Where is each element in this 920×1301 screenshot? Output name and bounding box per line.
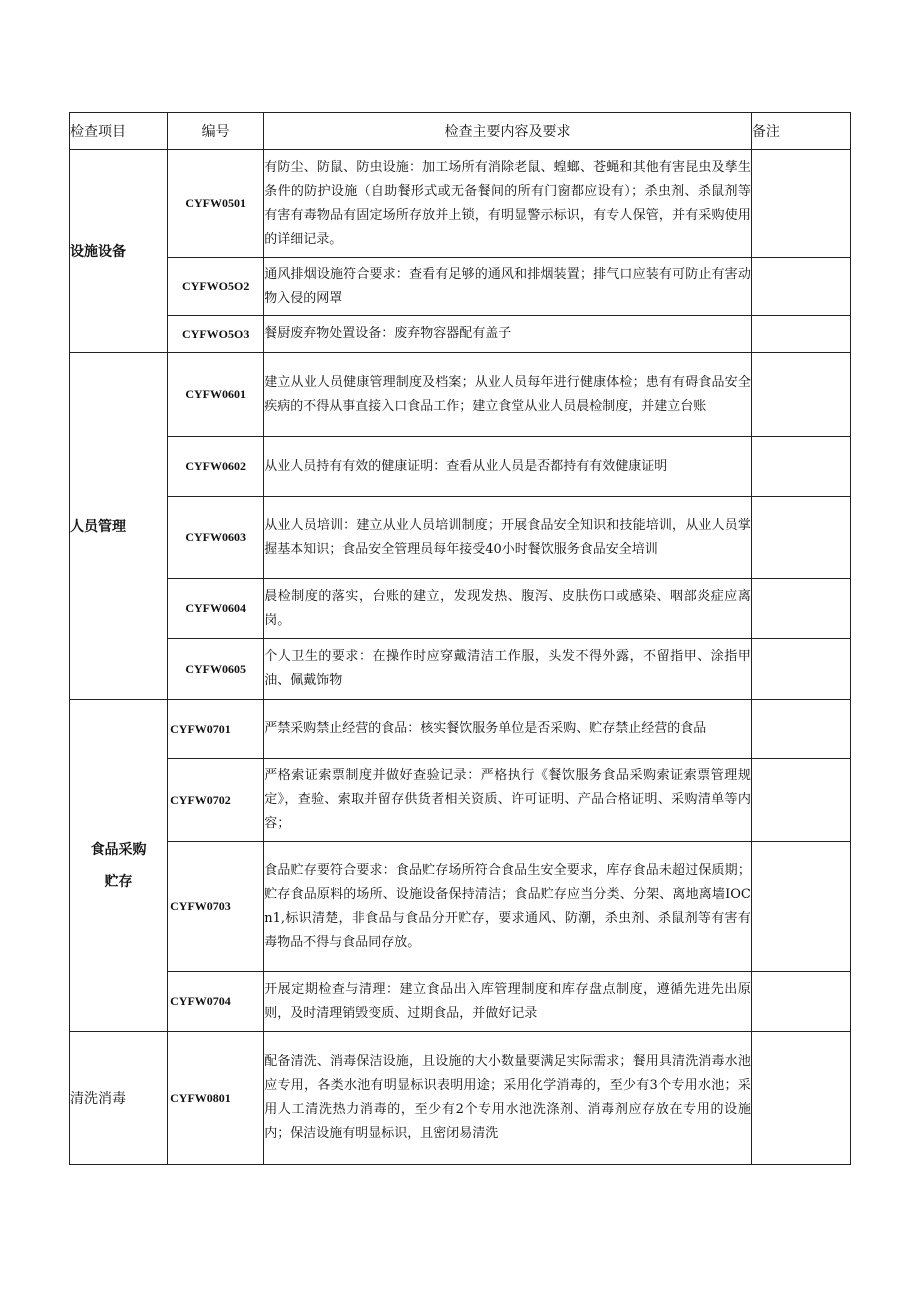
row-note xyxy=(751,497,850,579)
header-note: 备注 xyxy=(751,113,850,150)
table-row xyxy=(70,842,851,972)
row-content: 从业人员持有有效的健康证明：查看从业人员是否都持有有效健康证明 xyxy=(264,437,752,497)
table-row xyxy=(70,972,851,1032)
row-code: CYFW0703 xyxy=(168,842,264,972)
row-note xyxy=(751,258,850,316)
row-code: CYFWO5O2 xyxy=(168,258,264,316)
category-facilities: 设施设备 xyxy=(70,150,168,353)
row-note xyxy=(751,700,850,759)
table-row xyxy=(70,353,851,437)
row-content: 通风排烟设施符合要求：查看有足够的通风和排烟装置；排气口应装有可防止有害动物入侵的网罩 xyxy=(264,258,752,316)
row-content: 食品贮存要符合要求：食品贮存场所符合食品生安全要求，库存食品未超过保质期；贮存食品原料的场所、设施设备保持清洁；食品贮存应当分类、分架、离地离墙IOCn1,标识清楚，非食品与食品分开贮存，要求通风、防潮，杀虫剂、杀鼠剂等有害有毒物品不得与食品同存放。 xyxy=(264,842,752,972)
row-note xyxy=(751,150,850,258)
row-code: CYFW0605 xyxy=(168,639,264,700)
row-code: CYFW0602 xyxy=(168,437,264,497)
table-row xyxy=(70,258,851,316)
table-row xyxy=(70,437,851,497)
row-content: 从业人员培训：建立从业人员培训制度；开展食品安全知识和技能培训，从业人员掌握基本知识；食品安全管理员每年接受40小时餐饮服务食品安全培训 xyxy=(264,497,752,579)
row-code: CYFW0501 xyxy=(168,150,264,258)
row-note xyxy=(751,639,850,700)
row-code: CYFWO5O3 xyxy=(168,316,264,353)
row-note xyxy=(751,353,850,437)
header-content: 检查主要内容及要求 xyxy=(264,113,752,150)
category-procurement-line1: 食品采购 xyxy=(90,841,147,858)
category-cleaning: 清洗消毒 xyxy=(70,1032,168,1165)
table-row xyxy=(70,150,851,258)
row-code: CYFW0702 xyxy=(168,759,264,842)
table-row xyxy=(70,316,851,353)
table-row xyxy=(70,1032,851,1165)
row-code: CYFW0604 xyxy=(168,579,264,639)
header-code: 编号 xyxy=(168,113,264,150)
category-procurement xyxy=(70,700,168,1032)
row-note xyxy=(751,759,850,842)
row-code: CYFW0801 xyxy=(168,1032,264,1165)
row-content: 开展定期检查与清理：建立食品出入库管理制度和库存盘点制度，遵循先进先出原则，及时清理销毁变质、过期食品，并做好记录 xyxy=(264,972,752,1032)
row-content: 个人卫生的要求：在操作时应穿戴清洁工作服，头发不得外露，不留指甲、涂指甲油、佩戴饰物 xyxy=(264,639,752,700)
table-row xyxy=(70,579,851,639)
row-content: 有防尘、防鼠、防虫设施：加工场所有消除老鼠、蝗螂、苍蝇和其他有害昆虫及孳生条件的防护设施（自助餐形式或无备餐间的所有门窗都应设有）；杀虫剂、杀鼠剂等有害有毒物品有固定场所存放并上锁，有明显警示标识，有专人保管，并有采购使用的详细记录。 xyxy=(264,150,752,258)
row-content: 建立从业人员健康管理制度及档案；从业人员每年进行健康体检；患有有碍食品安全疾病的不得从事直接入口食品工作；建立食堂从业人员晨检制度，并建立台账 xyxy=(264,353,752,437)
row-note xyxy=(751,842,850,972)
row-code: CYFW0701 xyxy=(168,700,264,759)
table-row xyxy=(70,759,851,842)
row-note xyxy=(751,316,850,353)
table-row xyxy=(70,639,851,700)
category-personnel: 人员管理 xyxy=(70,353,168,700)
row-code: CYFW0601 xyxy=(168,353,264,437)
row-note xyxy=(751,579,850,639)
header-item: 检查项目 xyxy=(70,113,168,150)
row-content: 餐厨废弃物处置设备：废弃物容器配有盖子 xyxy=(264,316,752,353)
row-content: 配备清洗、消毒保洁设施，且设施的大小数量要满足实际需求；餐用具清洗消毒水池应专用，各类水池有明显标识表明用途；采用化学消毒的，至少有3个专用水池；采用人工清洗热力消毒的，至少有2个专用水池洗涤剂、消毒剂应存放在专用的设施内；保洁设施有明显标识，且密闭易清洗 xyxy=(264,1032,752,1165)
row-note xyxy=(751,972,850,1032)
table-header-row xyxy=(70,113,851,150)
row-code: CYFW0603 xyxy=(168,497,264,579)
row-content: 严格索证索票制度并做好查验记录：严格执行《餐饮服务食品采购索证索票管理规定》，查验、索取并留存供货者相关资质、许可证明、产品合格证明、采购清单等内容； xyxy=(264,759,752,842)
row-content: 严禁采购禁止经营的食品：核实餐饮服务单位是否采购、贮存禁止经营的食品 xyxy=(264,700,752,759)
row-content: 晨检制度的落实，台账的建立，发现发热、腹泻、皮肤伤口或感染、咽部炎症应离岗。 xyxy=(264,579,752,639)
category-procurement-line2: 贮存 xyxy=(104,873,133,890)
table-row xyxy=(70,497,851,579)
inspection-table xyxy=(69,112,851,1165)
row-note xyxy=(751,1032,850,1165)
table-row xyxy=(70,700,851,759)
row-code: CYFW0704 xyxy=(168,972,264,1032)
row-note xyxy=(751,437,850,497)
